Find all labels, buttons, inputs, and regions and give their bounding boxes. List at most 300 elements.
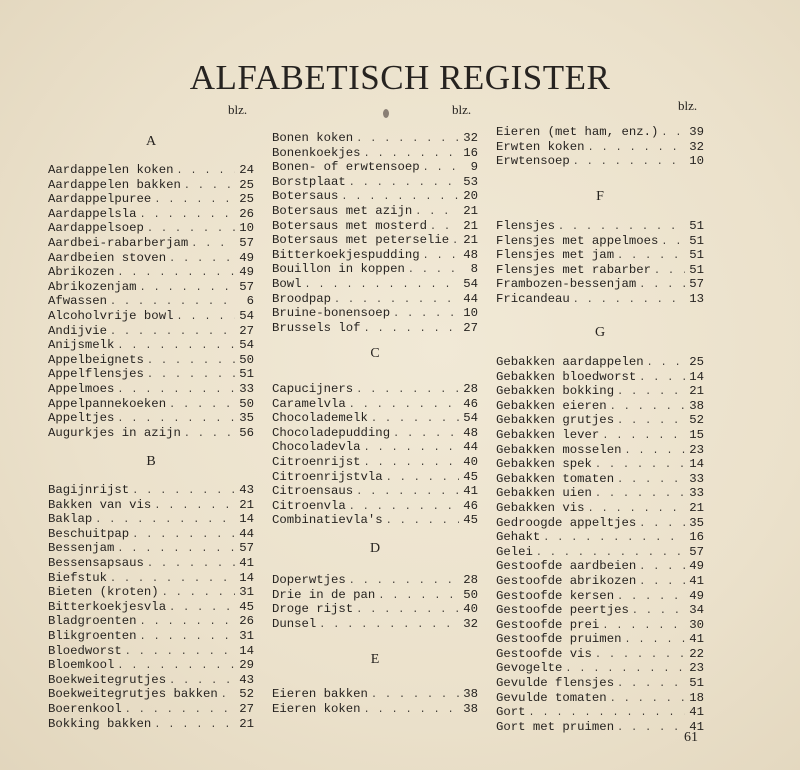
dot-leader [356, 133, 459, 148]
entry-page: 18 [689, 690, 704, 705]
index-entry [48, 527, 254, 542]
entry-name: Bonen- of erwtensoep [272, 160, 420, 175]
entry-page: 14 [239, 512, 254, 527]
entry-page: 26 [239, 206, 254, 221]
dot-leader [125, 646, 235, 661]
entry-name: Caramelvla [272, 396, 346, 411]
entry-page: 38 [463, 687, 478, 701]
entry-page: 51 [689, 262, 704, 277]
entry-page: 44 [239, 526, 254, 541]
index-entry [496, 384, 704, 399]
index-entry [272, 702, 478, 717]
entry-page: 54 [239, 308, 254, 323]
entry-list [496, 219, 704, 307]
entry-page: 24 [239, 163, 254, 177]
entry-name: Botersaus [272, 189, 339, 204]
index-entry [272, 455, 478, 470]
entry-name: Bieten (kroten) [48, 585, 159, 600]
entry-page: 35 [239, 411, 254, 426]
index-entry [272, 321, 478, 336]
index-entry [48, 673, 254, 688]
entry-name: Eieren koken [272, 701, 361, 716]
dot-leader [639, 576, 685, 591]
entry-page: 43 [239, 483, 254, 497]
index-entry [272, 277, 478, 292]
index-entry [48, 207, 254, 222]
entry-list [48, 483, 254, 731]
entry-name: Gestoofde abrikozen [496, 573, 637, 588]
dot-leader [386, 472, 459, 487]
entry-page: 54 [463, 276, 478, 291]
index-entry [48, 556, 254, 571]
index-entry [48, 353, 254, 368]
entry-name: Bagijnrijst [48, 483, 130, 497]
entry-name: Doperwtjes [272, 573, 346, 587]
blz-label: blz. [678, 98, 698, 113]
index-entry [496, 559, 704, 574]
dot-leader [356, 604, 459, 619]
entry-name: Flensjes met jam [496, 248, 615, 263]
entry-name: Gort met pruimen [496, 719, 615, 734]
entry-name: Chocolademelk [272, 411, 368, 426]
dot-leader [140, 631, 235, 646]
entry-name: Chocoladevla [272, 440, 361, 455]
entry-name: Erwtensoep [496, 154, 570, 169]
entry-name: Abrikozenjam [48, 279, 137, 294]
dot-leader [423, 250, 459, 265]
index-entry [48, 629, 254, 644]
entry-list [496, 125, 704, 169]
dot-leader [423, 162, 459, 177]
entry-name: Citroenrijst [272, 454, 361, 469]
dot-leader [595, 488, 685, 503]
entry-page: 28 [463, 382, 478, 396]
dot-leader [617, 415, 685, 430]
index-entry [272, 588, 478, 603]
dot-leader [140, 616, 235, 631]
dot-leader [617, 474, 685, 489]
dot-leader [147, 355, 235, 370]
dot-leader [610, 401, 685, 416]
entry-name: Gebakken mosselen [496, 442, 622, 457]
entry-page: 39 [689, 125, 704, 139]
entry-name: Appeltjes [48, 411, 115, 426]
index-entry [272, 382, 478, 397]
entry-page: 46 [463, 396, 478, 411]
entry-page: 57 [689, 544, 704, 559]
index-entry [496, 125, 704, 140]
entry-name: Boekweitegrutjes bakken [48, 687, 218, 702]
index-entry [272, 687, 478, 702]
index-entry [272, 617, 478, 632]
dot-leader [147, 369, 235, 384]
index-entry [496, 603, 704, 618]
dot-leader [573, 294, 685, 309]
index-entry [48, 644, 254, 659]
index-entry [272, 470, 478, 485]
section-letter: E [370, 652, 380, 667]
blz-label: blz. [452, 102, 472, 117]
index-entry [496, 399, 704, 414]
entry-name: Aardbeien stoven [48, 250, 167, 265]
dot-leader [184, 428, 235, 443]
entry-page: 10 [239, 221, 254, 236]
index-entry [48, 324, 254, 339]
entry-name: Alcoholvrije bowl [48, 308, 174, 323]
index-entry [272, 146, 478, 161]
index-entry [272, 233, 478, 248]
entry-page: 33 [689, 471, 704, 486]
entry-name: Fricandeau [496, 291, 570, 306]
entry-page: 38 [463, 701, 478, 716]
index-entry [48, 280, 254, 295]
entry-page: 56 [239, 425, 254, 440]
entry-name: Citroenvla [272, 498, 346, 513]
entry-page: 51 [689, 233, 704, 248]
entry-page: 23 [689, 661, 704, 676]
dot-leader [661, 127, 685, 142]
index-entry [272, 397, 478, 412]
entry-page: 49 [239, 250, 254, 265]
index-entry [272, 204, 478, 219]
entry-page: 48 [463, 425, 478, 440]
entry-list [272, 382, 478, 528]
index-entry [272, 131, 478, 146]
index-entry [48, 483, 254, 498]
entry-name: Appelmoes [48, 381, 115, 396]
entry-page: 44 [463, 440, 478, 455]
index-entry [496, 676, 704, 691]
entry-name: Gebakken eieren [496, 398, 607, 413]
entry-page: 41 [689, 632, 704, 647]
entry-name: Aardappelpuree [48, 192, 152, 207]
entry-page: 32 [463, 616, 478, 631]
entry-page: 29 [239, 658, 254, 673]
dot-leader [393, 308, 459, 323]
entry-name: Gestoofde prei [496, 617, 600, 632]
dot-leader [371, 689, 459, 704]
entry-page: 25 [239, 192, 254, 207]
entry-name: Appelflensjes [48, 367, 144, 382]
entry-page: 54 [239, 338, 254, 353]
entry-name: Bruine-bonensoep [272, 306, 391, 321]
dot-leader [617, 722, 685, 737]
page-number: 61 [684, 730, 698, 745]
entry-page: 46 [463, 498, 478, 513]
dot-leader [610, 693, 685, 708]
index-entry [48, 687, 254, 702]
entry-name: Gebakken spek [496, 457, 592, 472]
dot-leader [140, 282, 235, 297]
dot-leader [617, 386, 685, 401]
entry-page: 35 [689, 515, 704, 530]
dot-leader [356, 486, 459, 501]
index-entry [496, 355, 704, 370]
entry-page: 21 [239, 497, 254, 512]
index-entry [496, 154, 704, 169]
entry-name: Gedroogde appeltjes [496, 515, 637, 530]
entry-name: Flensjes met rabarber [496, 262, 651, 277]
entry-page: 10 [463, 306, 478, 321]
entry-page: 51 [689, 248, 704, 263]
entry-name: Frambozen-bessenjam [496, 277, 637, 292]
entry-page: 33 [239, 381, 254, 396]
entry-name: Gestoofde peertjes [496, 603, 629, 618]
entry-name: Appelpannekoeken [48, 396, 167, 411]
dot-leader [169, 253, 235, 268]
entry-page: 49 [689, 559, 704, 574]
section-letter: G [594, 325, 606, 340]
index-entry [272, 573, 478, 588]
entry-page: 14 [689, 369, 704, 384]
entry-page: 27 [239, 701, 254, 716]
entry-page: 57 [239, 541, 254, 556]
index-entry [496, 589, 704, 604]
entry-page: 28 [463, 573, 478, 587]
entry-name: Flensjes met appelmoes [496, 233, 659, 248]
entry-name: Gevogelte [496, 661, 563, 676]
index-entry [48, 163, 254, 178]
entry-name: Aardappelen bakken [48, 177, 181, 192]
entry-name: Bessenjam [48, 541, 115, 556]
entry-name: Bloemkool [48, 658, 115, 673]
entry-page: 31 [239, 585, 254, 600]
entry-name: Aardappelsoep [48, 221, 144, 236]
index-entry [272, 484, 478, 499]
index-entry [496, 530, 704, 545]
entry-page: 43 [239, 672, 254, 687]
entry-page: 13 [689, 291, 704, 306]
index-entry [48, 397, 254, 412]
dot-leader [452, 235, 459, 250]
dot-leader [191, 238, 235, 253]
index-entry [48, 702, 254, 717]
dot-leader [176, 311, 235, 326]
entry-name: Gestoofde vis [496, 646, 592, 661]
dot-leader [393, 428, 459, 443]
entry-page: 49 [689, 588, 704, 603]
entry-page: 49 [239, 265, 254, 280]
entry-name: Bouillon in koppen [272, 262, 405, 277]
entry-page: 23 [689, 442, 704, 457]
entry-page: 16 [463, 145, 478, 160]
section-letter: D [369, 541, 381, 556]
section-letter: A [145, 134, 157, 149]
index-entry [496, 501, 704, 516]
entry-page: 9 [470, 160, 478, 175]
dot-leader [661, 236, 685, 251]
entry-page: 45 [463, 513, 478, 528]
entry-name: Augurkjes in azijn [48, 425, 181, 440]
entry-page: 21 [239, 716, 254, 731]
entry-page: 8 [470, 262, 478, 277]
entry-page: 22 [689, 646, 704, 661]
index-entry [48, 541, 254, 556]
index-entry [48, 221, 254, 236]
entry-name: Brussels lof [272, 320, 361, 335]
index-entry [48, 717, 254, 732]
entry-name: Blikgroenten [48, 628, 137, 643]
index-entry [272, 602, 478, 617]
entry-name: Gelei [496, 544, 533, 559]
entry-name: Borstplaat [272, 174, 346, 189]
entry-list [272, 573, 478, 631]
dot-leader [169, 399, 235, 414]
entry-page: 40 [463, 454, 478, 469]
section-letter: B [146, 454, 156, 469]
entry-name: Drie in de pan [272, 587, 376, 602]
entry-name: Anijsmelk [48, 338, 115, 353]
index-entry [496, 443, 704, 458]
index-entry [272, 248, 478, 263]
entry-page: 14 [239, 570, 254, 585]
index-entry [496, 370, 704, 385]
dot-leader [364, 704, 459, 719]
dot-leader [639, 372, 685, 387]
entry-page: 25 [239, 177, 254, 192]
index-entry [272, 440, 478, 455]
entry-name: Bokking bakken [48, 716, 152, 731]
entry-page: 51 [689, 219, 704, 233]
entry-page: 30 [689, 617, 704, 632]
entry-page: 48 [463, 247, 478, 262]
dot-leader [319, 619, 459, 634]
dot-leader [154, 500, 235, 515]
entry-name: Beschuitpap [48, 526, 130, 541]
index-entry [496, 277, 704, 292]
entry-page: 34 [689, 603, 704, 618]
entry-name: Botersaus met peterselie [272, 233, 450, 248]
entry-name: Combinatievla's [272, 513, 383, 528]
index-entry [272, 411, 478, 426]
entry-name: Gestoofde pruimen [496, 632, 622, 647]
entry-page: 21 [463, 218, 478, 233]
entry-name: Appelbeignets [48, 352, 144, 367]
entry-page: 16 [689, 530, 704, 545]
index-entry [272, 306, 478, 321]
dot-leader [595, 649, 685, 664]
dot-leader [349, 177, 459, 192]
index-entry [496, 720, 704, 735]
entry-page: 52 [689, 413, 704, 428]
dot-leader [184, 180, 235, 195]
entry-page: 25 [689, 355, 704, 369]
section-letter: F [596, 189, 604, 204]
entry-page: 31 [239, 628, 254, 643]
entry-page: 33 [689, 486, 704, 501]
entry-page: 14 [239, 643, 254, 658]
entry-name: Gebakken uien [496, 486, 592, 501]
entry-name: Dunsel [272, 616, 317, 631]
entry-name: Aardappelsla [48, 206, 137, 221]
entry-name: Citroenrijstvla [272, 469, 383, 484]
dot-leader [378, 590, 459, 605]
index-entry [496, 219, 704, 234]
entry-name: Aardbei-rabarberjam [48, 235, 189, 250]
dot-leader [639, 518, 685, 533]
dot-leader [147, 558, 235, 573]
index-entry [496, 413, 704, 428]
dot-leader [624, 634, 685, 649]
entry-page: 21 [463, 203, 478, 218]
section-letter: C [370, 346, 380, 361]
index-entry [272, 513, 478, 528]
entry-name: Citroensaus [272, 484, 354, 499]
index-entry [496, 140, 704, 155]
entry-page: 21 [463, 233, 478, 248]
entry-page: 53 [463, 174, 478, 189]
entry-page: 45 [463, 469, 478, 484]
entry-name: Bowl [272, 276, 302, 291]
index-entry [48, 294, 254, 309]
dot-leader [154, 719, 235, 734]
entry-page: 57 [239, 235, 254, 250]
index-entry [496, 292, 704, 307]
dot-leader [140, 209, 235, 224]
index-entry [48, 251, 254, 266]
entry-name: Bakken van vis [48, 497, 152, 512]
entry-page: 21 [689, 384, 704, 399]
index-entry [48, 236, 254, 251]
entry-page: 27 [463, 320, 478, 335]
entry-name: Gebakken bloedworst [496, 369, 637, 384]
entry-name: Abrikozen [48, 265, 115, 280]
entry-name: Bloedworst [48, 643, 122, 658]
entry-name: Gestoofde kersen [496, 588, 615, 603]
index-entry [272, 499, 478, 514]
index-entry [272, 292, 478, 307]
entry-name: Eieren bakken [272, 687, 368, 701]
entry-page: 52 [239, 687, 254, 702]
dot-leader [639, 561, 685, 576]
index-entry [496, 705, 704, 720]
entry-page: 41 [239, 555, 254, 570]
entry-page: 41 [463, 484, 478, 499]
entry-page: 45 [239, 599, 254, 614]
entry-page: 40 [463, 602, 478, 617]
entry-page: 54 [463, 411, 478, 426]
entry-name: Bonen koken [272, 131, 354, 145]
entry-page: 14 [689, 457, 704, 472]
entry-name: Gebakken aardappelen [496, 355, 644, 369]
index-entry [272, 426, 478, 441]
blz-label: blz. [228, 102, 248, 117]
entry-name: Gebakken tomaten [496, 471, 615, 486]
index-entry [272, 189, 478, 204]
entry-page: 26 [239, 614, 254, 629]
index-entry [48, 658, 254, 673]
index-entry [48, 614, 254, 629]
index-entry [272, 160, 478, 175]
entry-name: Aardappelen koken [48, 163, 174, 177]
dot-leader [169, 602, 235, 617]
dot-leader [617, 678, 685, 693]
entry-page: 32 [689, 139, 704, 154]
dot-leader [654, 265, 685, 280]
index-entry [272, 219, 478, 234]
index-entry [48, 367, 254, 382]
index-entry [496, 574, 704, 589]
entry-page: 50 [463, 587, 478, 602]
entry-name: Bessensapsaus [48, 555, 144, 570]
dot-leader [573, 156, 685, 171]
entry-list [272, 687, 478, 716]
entry-name: Bladgroenten [48, 614, 137, 629]
dot-leader [176, 165, 235, 180]
dot-leader [356, 384, 459, 399]
entry-page: 51 [689, 676, 704, 691]
entry-page: 20 [463, 189, 478, 204]
